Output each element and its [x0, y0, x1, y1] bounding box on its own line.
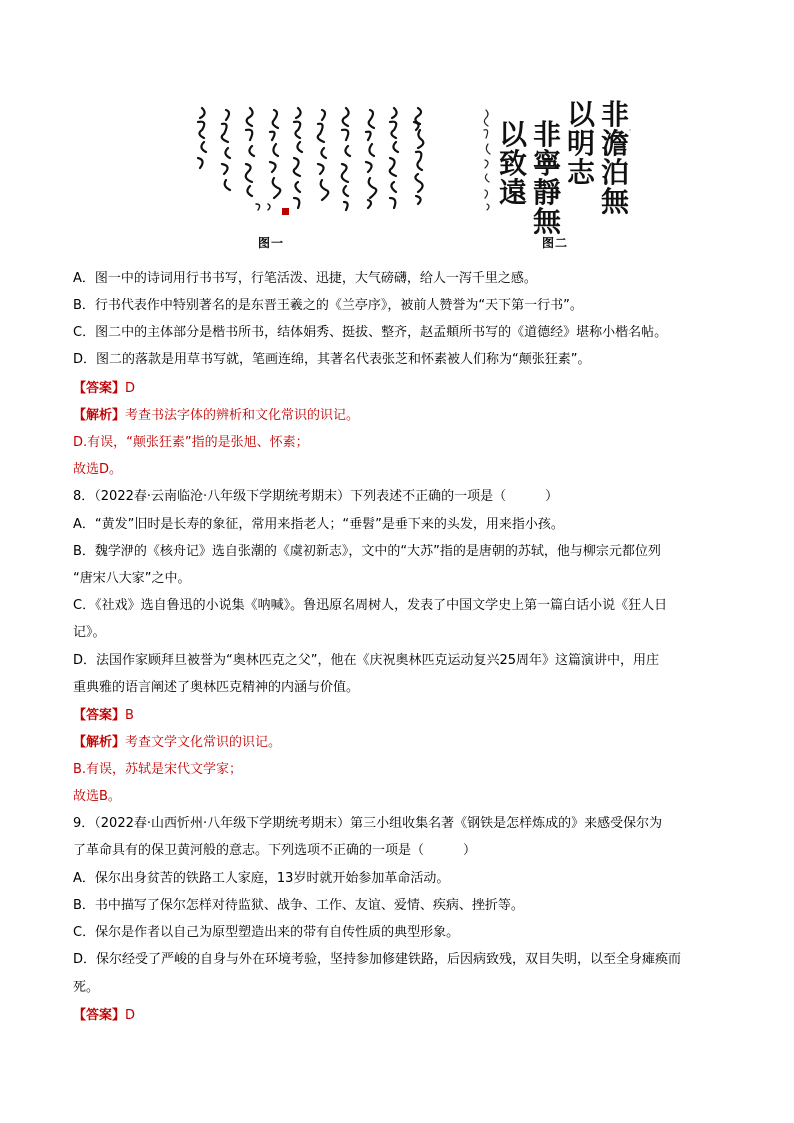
q8-stem: 8．（2022春·云南临沧·八年级下学期统考期末）下列表述不正确的一项是（ ） — [73, 489, 559, 504]
q8-option-a: A．“黄发”旧时是长寿的象征，常用来指老人；“垂髫”是垂下来的头发，用来指小孩。 — [73, 517, 564, 532]
q8-option-c-line2: 记》。 — [73, 625, 106, 640]
q7-option-d: D．图二的落款是用草书写就，笔画连绵，其著名代表张芝和怀素被人们称为“颠张狂素”。 — [73, 352, 591, 367]
fig2-column-4: 以致遠 — [498, 118, 527, 209]
answer-value: B — [125, 708, 134, 723]
q7-detail: D.有误，“颠张狂素”指的是张旭、怀素； — [73, 435, 309, 450]
q8-option-b-line1: B．魏学洢的《核舟记》选自张潮的《虞初新志》，文中的“大苏”指的是唐朝的苏轼，他与柳宗元都位列 — [73, 544, 661, 559]
q9-option-b: B．书中描写了保尔怎样对待监狱、战争、工作、友谊、爱情、疾病、挫折等。 — [73, 898, 524, 913]
q9-option-d-line2: 死。 — [73, 980, 100, 995]
figure-caption-2: 图二 — [542, 236, 569, 250]
answer-tag: 【答案】 — [73, 1008, 126, 1023]
q9-stem-line1: 9．（2022春·山西忻州·八年级下学期统考期末）第三小组收集名著《钢铁是怎样炼成的》来感受保尔为 — [73, 816, 663, 831]
q8-option-d-line2: 重典雅的语言阐述了奥林匹克精神的内涵与价值。 — [73, 680, 360, 695]
q8-detail: B.有误，苏轼是宋代文学家； — [73, 762, 243, 777]
answer-value: D — [125, 381, 136, 396]
q9-option-c: C．保尔是作者以自己为原型塑造出来的带有自传性质的典型形象。 — [73, 925, 460, 940]
q9-option-a: A．保尔出身贫苦的铁路工人家庭，13岁时就开始参加革命活动。 — [73, 871, 450, 886]
q9-stem-line2: 了革命具有的保卫黄河般的意志。下列选项不正确的一项是（ ） — [73, 843, 477, 858]
fig2-column-2: 以明志 — [566, 98, 595, 189]
answer-value: D — [125, 1008, 136, 1023]
q8-option-b-line2: “唐宋八大家”之中。 — [73, 571, 191, 586]
q7-option-c: C．图二中的主体部分是楷书所书，结体娟秀、挺拔、整齐，赵孟頫所书写的《道德经》堪称小楷名帖。 — [73, 325, 668, 340]
calligraphy-image-fig1 — [172, 100, 438, 220]
q7-option-b: B．行书代表作中特别著名的是东晋王羲之的《兰亭序》，被前人赞誉为“天下第一行书”。 — [73, 298, 583, 313]
analysis-text: 考查文学文化常识的识记。 — [125, 735, 282, 750]
q8-answer — [73, 708, 733, 724]
figure-caption-1: 图一 — [258, 236, 285, 250]
q8-conclusion: 故选B。 — [73, 789, 121, 804]
q7-conclusion: 故选D。 — [73, 462, 123, 477]
q9-answer — [73, 1008, 733, 1024]
fig2-column-1: 非澹泊無 — [600, 98, 629, 218]
answer-tag: 【答案】 — [73, 708, 126, 723]
analysis-tag: 【解析】 — [73, 408, 126, 423]
q8-option-d-line1: D．法国作家顾拜旦被誉为“奥林匹克之父”，他在《庆祝奥林匹克运动复兴25周年》这篇演讲中，用庄 — [73, 653, 660, 668]
answer-tag: 【答案】 — [73, 381, 126, 396]
q7-answer — [73, 381, 733, 397]
q7-analysis — [73, 408, 733, 424]
calligraphy-figures — [0, 0, 794, 260]
analysis-text: 考查书法字体的辨析和文化常识的识记。 — [125, 408, 360, 423]
fig2-column-3: 非寧靜無 — [532, 118, 561, 238]
analysis-tag: 【解析】 — [73, 735, 126, 750]
calligraphy-image-fig2 — [480, 98, 632, 238]
q8-option-c-line1: C．《社戏》选自鲁迅的小说集《呐喊》。鲁迅原名周树人，发表了中国文学史上第一篇白话小说《狂人日 — [73, 598, 668, 613]
q7-option-a: A．图一中的诗词用行书书写，行笔活泼、迅捷，大气磅礴，给人一泻千里之感。 — [73, 271, 537, 286]
q9-option-d-line1: D．保尔经受了严峻的自身与外在环境考验，坚持参加修建铁路，后因病致残，双目失明，以至全身瘫痪而 — [73, 952, 682, 967]
q8-analysis — [73, 735, 733, 751]
